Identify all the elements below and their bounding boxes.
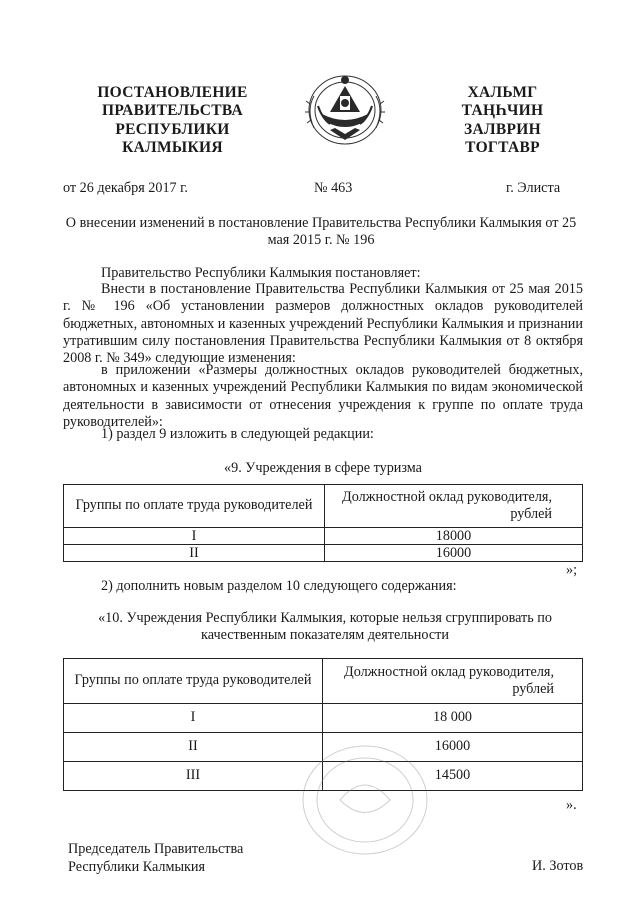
paragraph-amend: Внести в постановление Правительства Республики Калмыкия от 25 мая 2015 г. № 196 «Об установлении размеров должностных окладов руководителей бюджетных, автономных и казенных учреждений Республики Калмыкия и признании утратившим силу постановления Правительства Республики Калмыкия от 8 октября 2008 г. № 349» следующие изменения: (63, 281, 583, 367)
header-right-title (440, 84, 565, 157)
table-row (64, 528, 583, 545)
table-header-group: Группы по оплате труда руководителей (64, 659, 323, 704)
table-header-group: Группы по оплате труда руководителей (64, 485, 325, 528)
document-number: № 463 (314, 180, 353, 196)
table-cell-group: I (64, 528, 325, 545)
table-cell-group: III (64, 762, 323, 791)
table-cell-salary: 14500 (323, 762, 583, 791)
table-header-row (64, 659, 583, 704)
table-header-salary: Должностной оклад руководителя, рублей (323, 659, 583, 704)
table-cell-group: I (64, 704, 323, 733)
document-city: г. Элиста (506, 180, 561, 196)
table-cell-group: II (64, 545, 325, 562)
table-cell-salary: 18 000 (323, 704, 583, 733)
header-right-line: ЗАЛВРИН (464, 120, 541, 138)
coat-of-arms-emblem (300, 66, 390, 150)
document-date: от 26 декабря 2017 г. (63, 180, 188, 196)
paragraph-appendix: в приложении «Размеры должностных окладов руководителей бюджетных, автономных и казенных учреждений Республики Калмыкия по видам экономической деятельности в зависимости от отнесения учреждения к группе по оплате труда руководителей»: (63, 362, 583, 430)
header-left-line: КАЛМЫКИЯ (122, 138, 223, 156)
section-9-title: «9. Учреждения в сфере туризма (224, 460, 422, 476)
table-row (64, 704, 583, 733)
header-right-line: ХАЛЬМГ (467, 84, 538, 101)
section-9-close-quote: »; (566, 562, 578, 578)
header-left-line: ПОСТАНОВЛЕНИЕ (97, 84, 248, 101)
signatory-position-line: Председатель Правительства (68, 841, 244, 857)
document-title: О внесении изменений в постановление Правительства Республики Калмыкия от 25 мая 2015 г. № 196 (65, 215, 577, 249)
header-left-line: РЕСПУБЛИКИ (115, 120, 230, 138)
section-9-table (63, 484, 583, 562)
table-row (64, 545, 583, 562)
table-cell-salary: 18000 (325, 528, 583, 545)
header-left-title (70, 84, 275, 157)
header-right-line: ТОГТАВР (465, 138, 540, 156)
signatory-position-line: Республики Калмыкия (68, 858, 206, 875)
table-header-row (64, 485, 583, 528)
header-right-line: ТАҢҺЧИН (461, 102, 544, 120)
signatory-name: И. Зотов (532, 858, 584, 874)
paragraph-resolves: Правительство Республики Калмыкия постановляет: (101, 265, 421, 281)
signatory-position (68, 841, 243, 877)
section-10-title: «10. Учреждения Республики Калмыкия, которые нельзя сгруппировать по качественным показателям деятельности (98, 610, 552, 644)
table-cell-salary: 16000 (323, 733, 583, 762)
section-10-close-quote: ». (566, 797, 577, 813)
official-stamp (295, 740, 435, 860)
paragraph-item-1: 1) раздел 9 изложить в следующей редакции: (101, 426, 374, 442)
table-header-salary: Должностной оклад руководителя, рублей (325, 485, 583, 528)
table-cell-salary: 16000 (325, 545, 583, 562)
paragraph-item-2: 2) дополнить новым разделом 10 следующего содержания: (101, 578, 457, 594)
header-left-line: ПРАВИТЕЛЬСТВА (101, 102, 243, 120)
table-cell-group: II (64, 733, 323, 762)
